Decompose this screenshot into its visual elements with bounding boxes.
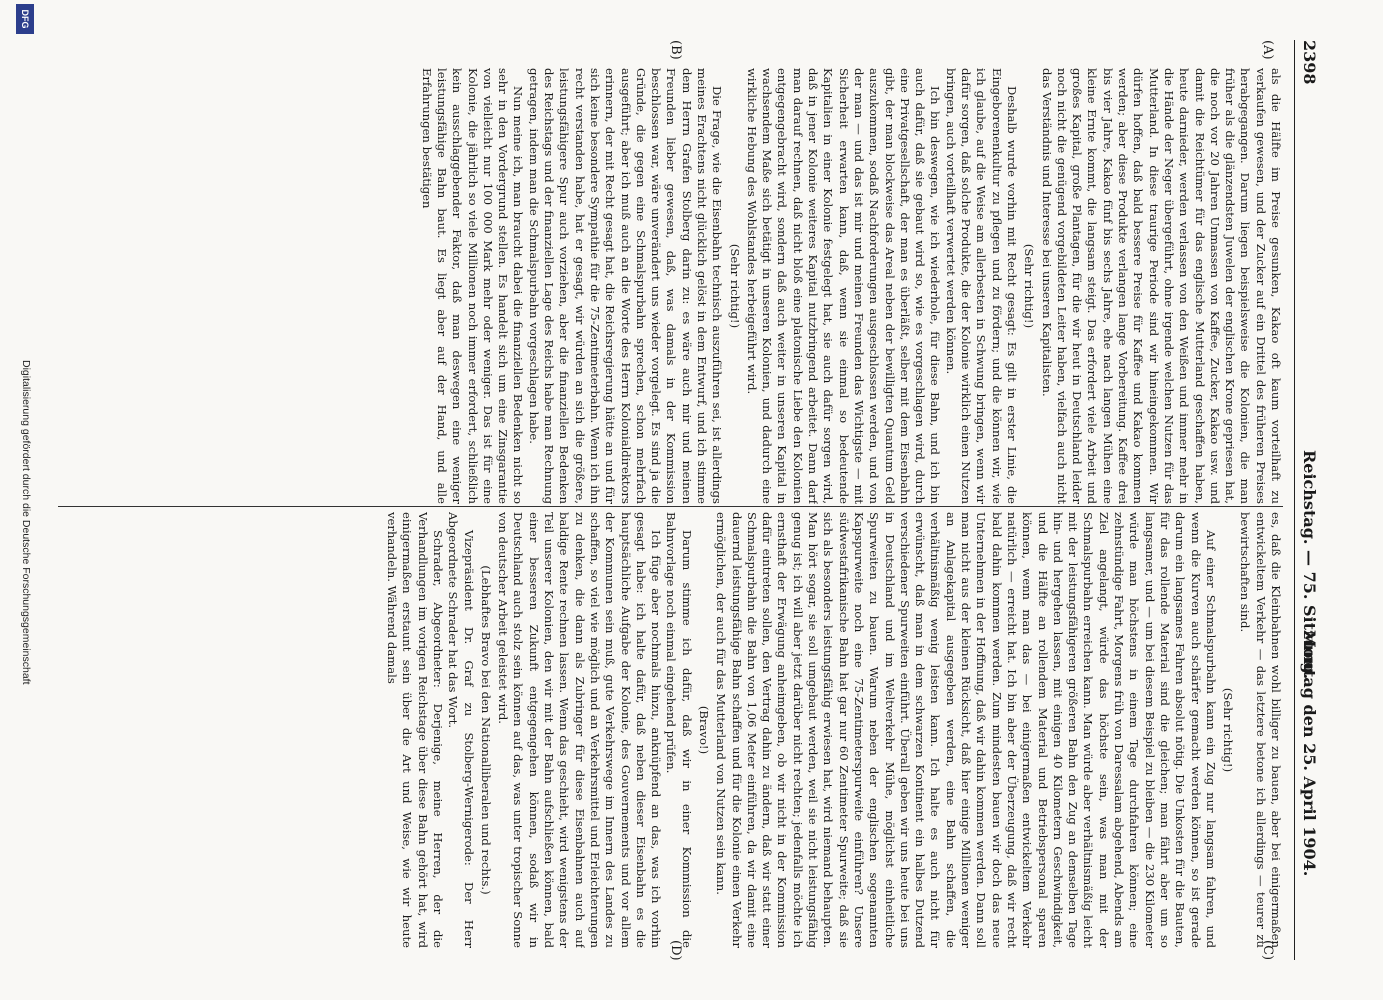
digitization-credit — [8, 0, 38, 1000]
interjection: (Sehr richtig!) — [1221, 687, 1236, 773]
session-date: Montag den 25. April 1904. — [1300, 630, 1319, 877]
interjection: (Bravo!) — [697, 705, 712, 755]
interjection: (Lebhaftes Bravo bei den Nationalliberalen und rechts.) — [478, 565, 493, 895]
speaker-paragraph: Vizepräsident Dr. Graf zu Stolberg-Wernigerode: Der Herr Abgeordnete Schrader hat das Wort. — [446, 512, 476, 948]
paragraph: Ich bin deswegen, wie ich wiederhole, für diese Bahn, und ich bin auch dafür, daß sie gebaut wird so, wie es vorgeschlagen wird, durch eine Privatgesellschaft, der man es überläßt, selber mit dem Eisenbahn gibt, der man blockweise das Areal neben der bewilligten Quantum Geld auszukommen, sodaß Nachforderungen ausgeschlossen werden, und von der man — und das ist mir und meinen Freunden das Wichtigste — mit Sicherheit erwarten kann, daß, wenn sie einmal so bedeutende Kapitalien in einer Kolonie festgelegt hat, sie auch dafür sorgen wird, daß in jener Kolonie weiteres Kapital nutzbringend arbeitet. Dann darf man darauf rechnen, daß nicht bloß eine platonische Liebe den Kolonien entgegengebracht wird, sondern daß auch weiter in unseren Kapital in wachsendem Maße sich betätigt in unseren Kolonien, und dadurch eine wirkliche Hebung des Wohlstandes herbeigeführt wird. — [744, 68, 943, 504]
dfg-logo: DFG — [16, 4, 34, 34]
paragraph: Die Frage, wie die Eisenbahn technisch auszuführen sei, ist allerdings meines Erachtens nicht glücklich gelöst in dem Entwurf, und ich stimme dem Herrn Grafen Stolberg darin zu: es wäre auch mir und meinen Freunden lieber gewesen, daß, was damals in der Kommission beschlossen war, wäre unverändert uns wieder vorgelegt. Es sind ja die Gründe, die gegen eine Schmalspurbahn sprechen, schon mehrfach ausgeführt; aber ich muß auch an die Worte des Herrn Kolonialdirektors erinnern, der mit Recht gesagt hat, die Reichsregierung hätte an und für sich keine besondere Sympathie für die 75-Zentimeterbahn. Wenn ich ihn recht verstanden habe, hat er gesagt, wir würden an sich die größere, leistungsfähigere Spur auch vorziehen, aber die finanziellen Bedenken des Reichstags und der finanziellen Lage des Reichs habe man Rechnung getragen, indem man die Schmalspurbahn vorgeschlagen habe. — [526, 68, 725, 504]
dfg-credit-text: Digitalisierung gefördert durch die Deutsche Forschungsgemeinschaft — [20, 360, 32, 685]
page-header — [1294, 40, 1321, 960]
paragraph: Darum stimme ich dafür, daß wir in einer Kommission die Bahnvorlage noch einmal eingehend prüfen. — [664, 512, 694, 948]
interjection: (Sehr richtig!) — [727, 243, 742, 329]
session-title: Reichstag. — 75. Sitzung. — [1300, 450, 1319, 680]
interjection: (Sehr richtig!) — [1022, 243, 1037, 329]
paragraph: Auf einer Schmalspurbahn kann ein Zug nur langsam fahren, und wenn die Kurven auch schärfer gemacht werden können, so ist gerade darum ein langsames Fahren absolut nötig. Die Unkosten für die Bauten, für das rollende Material sind die gleichen; man fährt aber um so langsamer, und — um bei diesem Beispiel zu bleiben — die 230 Kilometer würde man höchstens in einem Tage durchfahren können; eine zehnstündige Fahrt, Morgens früh von Daressalam abgehend, Abends am Ziel angelangt, würde das höchste sein, was man mit der Schmalspurbahn erreichen kann. Man würde aber verhältnismäßig leicht mit der leistungsfähigeren größeren Bahn den Zug an demselben Tage hin- und hergehen lassen, mit einigen 40 Kilometern Geschwindigkeit, und die Hälfte an rollendem Material und Betriebspersonal sparen können, wenn man das — bei einigermaßen entwickeltem Verkehr natürlich — erreicht hat. Ich bin aber der Überzeugung, daß wir recht bald dahin kommen werden. Zum mindesten bauen wir doch das neue Unternehmen in der Hoffnung, daß wir dahin kommen werden. Dann soll man nicht aus der kleinen Rücksicht, daß hier einige Millionen weniger an Anlagekapital ausgegeben werden, eine Bahn schaffen, die verhältnismäßig wenig leisten kann. Ich halte es auch nicht für erwünscht, daß man in dem schwarzen Kontinent ein halbes Dutzend verschiedener Spurweiten einführt. Überall geben wir uns heute bei uns in Deutschland und im Weltverkehr Mühe, möglichst einheitliche Spurweiten zu bauen. Warum neben der englischen sogenannten Kapspurweite noch eine 75-Zentimeterspurweite einführen? Unsere südwestafrikanische Bahn hat gar nur 60 Zentimeter Spurweite; daß sie sich als besonders leistungsfähig erwiesen hat, wird niemand behaupten. Man hört sogar, sie soll umgebaut werden, weil sie nicht leistungsfähig genug ist; ich will aber jetzt darüber nicht rechten; jedenfalls möchte ich ernsthaft der Erwägung anheimgeben, ob wir nicht in der Kommission dafür eintreten sollen, den Vertrag dahin zu ändern, daß wir statt einer Schmalspurbahn die Bahn von 1,06 Meter einführen, da wir damit eine dauernd leistungsfähige Bahn schaffen und für die Kolonie einen Verkehr ermöglichen, der auch für das Mutterland von Nutzen sein kann. — [714, 512, 1218, 948]
paragraph: es, daß die Kleinbahnen wohl billiger zu bauen, aber bei einigermaßen entwickeltem Verkehr — das letztere betone ich allerdings — teurer zu bewirtschaften sind. — [1238, 512, 1283, 948]
left-text-column — [58, 68, 1283, 504]
column-divider — [58, 506, 1283, 507]
margin-marker-b: (B) — [668, 40, 683, 60]
paragraph: als die Hälfte im Preise gesunken, Kakao oft kaum vorteilhaft zu verkaufen gewesen, und der Zucker auf ein Drittel des früheren Preises herabgegangen. Darum liegen beispielsweise die Kolonien, die man früher als die glänzendsten Juwelen der englischen Krone gepriesen hat, die noch vor 20 Jahren Unmassen von Kaffee, Zucker, Kakao usw. und damit die Reichtümer für das englische Mutterland geschaffen haben, heute darnieder, werden verlassen von den Weißen und immer mehr in die Hände der Neger übergeführt, ohne irgende welchen Nutzen für das Mutterland. In diese traurige Periode sind wir hineingekommen. Wir dürfen hoffen, daß bald bessere Preise für Kaffee und Kakao kommen werden; aber diese Produkte verlangen lange Vorbereitung. Kaffee drei bis vier Jahre, Kakao fünf bis sechs Jahre, ehe nach langen Mühen eine kleine Ernte kommt, die langsam steigt. Das erfordert viele Arbeit und großes Kapital, große Plantagen, für die wir heut in Deutschland leider noch nicht die genügend vorgebildeten Leiter haben, vielfach auch nicht das Verständnis und Interesse bei unseren Kapitalisten. — [1039, 68, 1283, 504]
page-number: 2398 — [1300, 40, 1319, 85]
right-text-column — [58, 512, 1283, 948]
paragraph: Deshalb wurde vorhin mit Recht gesagt: Es gilt in erster Linie, die Eingeborenenkultur zu pflegen und zu fördern; und die können wir, wie ich glaube, auf die Weise am allerbesten in Schwung bringen, wenn wir dafür sorgen, daß solche Produkte, die der Kolonie wirklich einen Nutzen bringen, auch vorteilhaft verwertet werden können. — [943, 68, 1019, 504]
paragraph: Ich füge aber nochmals hinzu, anknüpfend an das, was ich vorhin gesagt habe: ich halte dafür, daß neben dieser Eisenbahn es die hauptsächliche Aufgabe der Kolonie, des Gouvernements und vor allem der Kommunen sein muß, gute Verkehrswege im Innern des Landes zu schaffen, so viel wie möglich und an Verkehrsmittel und Erleichterungen zu denken, die dann als Zubringer für diese Eisenbahnen auch auf baldige Rente rechnen lassen. Wenn das geschieht, wird wenigstens der Teil unserer Kolonien, den wir mit der Bahn aufschließen können, bald einer besseren Zukunft entgegengehen können, sodaß wir in Deutschland auch stolz sein können auf das, was unter tropischer Sonne von deutscher Arbeit geleistet wird. — [496, 512, 664, 948]
margin-marker-a: (A) — [1260, 40, 1275, 60]
margin-marker-c: (C) — [1260, 940, 1275, 961]
paragraph: Nun meine ich, man braucht dabei die finanziellen Bedenken nicht so sehr in den Vordergrund stellen. Es handelt sich um eine Zinsgarantie von vielleicht nur 100 000 Mark mehr oder weniger. Das ist für eine Kolonie, die jährlich so viele Millionen noch immer erfordert, schließlich kein ausschlaggebender Faktor, daß man deswegen eine weniger leistungsfähige Bahn baut. Es liegt aber auf der Hand, und alle Erfahrungen bestätigen — [419, 68, 526, 504]
margin-marker-d: (D) — [668, 940, 683, 961]
speaker-paragraph: Schrader, Abgeordneter: Derjenige, meine Herren, der die Verhandlungen im vorigen Reichstage über diese Bahn gehört hat, wird einigermaßen erstaunt sein über die Art und Weise, wie wir heute verhandeln. Während damals — [385, 512, 445, 948]
